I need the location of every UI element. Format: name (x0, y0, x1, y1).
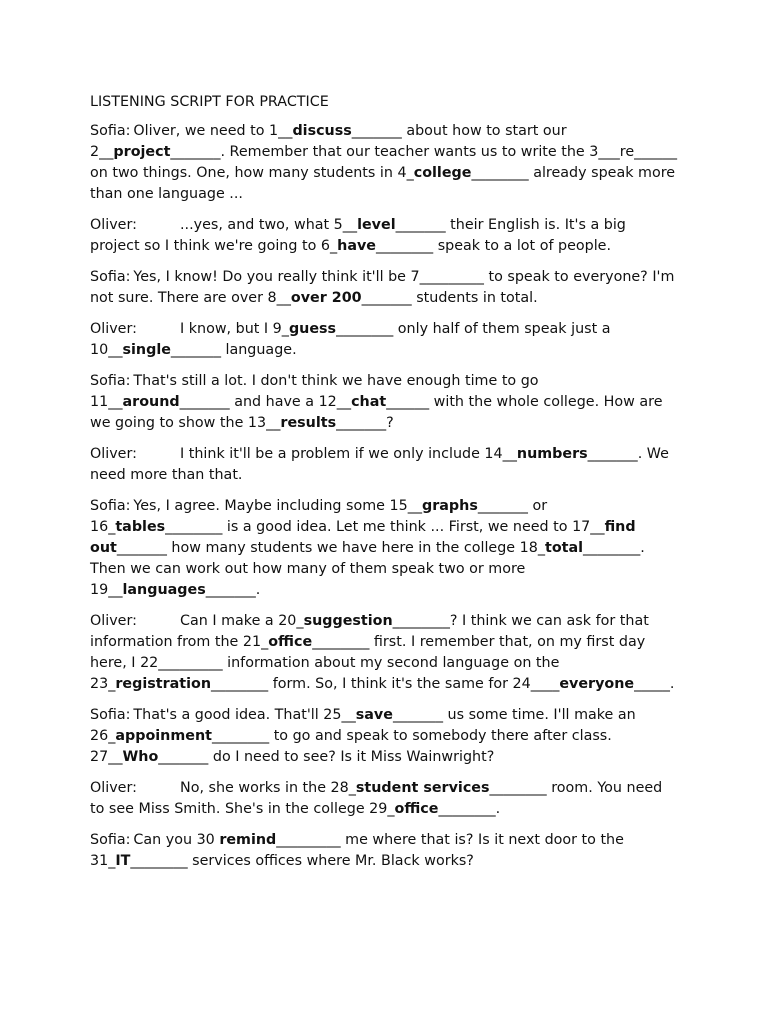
script-text: I know, but I 9_ (180, 321, 289, 337)
script-text: That's still a lot. I don't think we have enough time to go 11__ (90, 373, 539, 410)
answer-word: discuss (292, 123, 352, 139)
script-text: _____. (634, 676, 675, 692)
script-text: _______. (205, 582, 261, 598)
answer-word: guess (288, 321, 337, 337)
answer-word: office (394, 801, 439, 817)
dialogue-paragraph (90, 444, 680, 486)
speaker-label: Sofia: (90, 373, 131, 389)
script-text: _________ me where that is? Is it next door to the 31_ (90, 832, 624, 869)
speaker-label: Oliver: (90, 780, 137, 796)
dialogue-paragraph (90, 496, 680, 601)
speaker-label: Sofia: (90, 498, 131, 514)
script-text: ________ form. So, I think it's the same for 24____ (211, 676, 560, 692)
dialogue-paragraph (90, 611, 680, 695)
dialogue-paragraph (90, 371, 680, 434)
speaker-label: Oliver: (90, 446, 137, 462)
speaker-label: Sofia: (90, 269, 131, 285)
script-text: ________. (438, 801, 501, 817)
script-text: ________ room. You need to see Miss Smith. She's in the college 29_ (90, 780, 663, 817)
dialogue-paragraph (90, 778, 680, 820)
answer-word: have (337, 238, 376, 254)
script-text: _______ do I need to see? Is it Miss Wainwright? (158, 749, 495, 765)
script-text: ______ with the whole college. How are we going to show the 13__ (90, 394, 663, 431)
dialogue-paragraph (90, 215, 680, 257)
script-text: Can you 30 (133, 832, 220, 848)
speaker-label: Sofia: (90, 123, 131, 139)
answer-word: registration (115, 676, 212, 692)
script-text: ________ speak to a lot of people. (375, 238, 612, 254)
answer-word: tables (115, 519, 166, 535)
dialogue-paragraph (90, 830, 680, 872)
script-text: _______ about how to start our 2__ (90, 123, 567, 160)
answer-word: numbers (516, 446, 588, 462)
answer-word: college (413, 165, 472, 181)
dialogue-paragraph (90, 705, 680, 768)
answer-word: everyone (559, 676, 635, 692)
script-text: ...yes, and two, what 5__ (180, 217, 358, 233)
script-text: ________? I think we can ask for that information from the 21_ (90, 613, 649, 650)
answer-word: project (113, 144, 171, 160)
script-text: ________ already speak more than one language ... (90, 165, 676, 202)
answer-word: Who (122, 749, 159, 765)
script-text: ________ first. I remember that, on my first day here, I 22_________ information about my second language on the 23_ (90, 634, 646, 692)
speaker-label: Sofia: (90, 707, 131, 723)
answer-word: IT (115, 853, 131, 869)
speaker-label: Oliver: (90, 613, 137, 629)
answer-word: single (122, 342, 171, 358)
script-text: ________ only half of them speak just a 10__ (90, 321, 611, 358)
answer-word: find out (90, 519, 636, 556)
dialogue-paragraph (90, 319, 680, 361)
script-text: _______ how many students we have here in the college 18_ (116, 540, 545, 556)
script-text: _______. We need more than that. (90, 446, 669, 483)
script-text: I think it'll be a problem if we only include 14__ (180, 446, 517, 462)
answer-word: level (357, 217, 396, 233)
answer-word: remind (219, 832, 277, 848)
script-text: Can I make a 20_ (180, 613, 304, 629)
script-text: _______ language. (170, 342, 297, 358)
answer-word: graphs (422, 498, 478, 514)
script-text: Yes, I agree. Maybe including some 15__ (133, 498, 422, 514)
answer-word: student services (355, 780, 490, 796)
document-title: LISTENING SCRIPT FOR PRACTICE (90, 94, 329, 110)
script-text: That's a good idea. That'll 25__ (133, 707, 356, 723)
script-text: _______? (336, 415, 394, 431)
script-text: _______ or 16_ (90, 498, 548, 535)
script-text: ________ services offices where Mr. Black works? (130, 853, 474, 869)
answer-word: around (122, 394, 180, 410)
dialogue-paragraph (90, 267, 680, 309)
answer-word: suggestion (303, 613, 393, 629)
script-text: _______ us some time. I'll make an 26_ (90, 707, 636, 744)
speaker-label: Oliver: (90, 217, 137, 233)
dialogue-paragraph (90, 121, 680, 205)
answer-word: office (268, 634, 313, 650)
answer-word: total (544, 540, 584, 556)
answer-word: appoinment (115, 728, 212, 744)
answer-word: languages (122, 582, 206, 598)
script-body (90, 121, 680, 872)
script-text: Oliver, we need to 1__ (133, 123, 293, 139)
script-text: ________ is a good idea. Let me think ... First, we need to 17__ (165, 519, 605, 535)
script-text: _______ students in total. (361, 290, 538, 306)
answer-word: save (355, 707, 393, 723)
script-text: _______. Remember that our teacher wants us to write the 3___re______ on two things. One, how many students in 4_ (90, 144, 678, 181)
script-text: _______ their English is. It's a big project so I think we're going to 6_ (90, 217, 626, 254)
answer-word: results (280, 415, 337, 431)
speaker-label: Sofia: (90, 832, 131, 848)
answer-word: over 200 (290, 290, 362, 306)
script-text: ________. Then we can work out how many of them speak two or more 19__ (90, 540, 645, 598)
script-text: ________ to go and speak to somebody there after class. 27__ (90, 728, 612, 765)
script-text: No, she works in the 28_ (180, 780, 356, 796)
script-text: _______ and have a 12__ (179, 394, 352, 410)
script-text: Yes, I know! Do you really think it'll be 7_________ to speak to everyone? I'm not sure. There are over 8__ (90, 269, 675, 306)
speaker-label: Oliver: (90, 321, 137, 337)
answer-word: chat (351, 394, 387, 410)
